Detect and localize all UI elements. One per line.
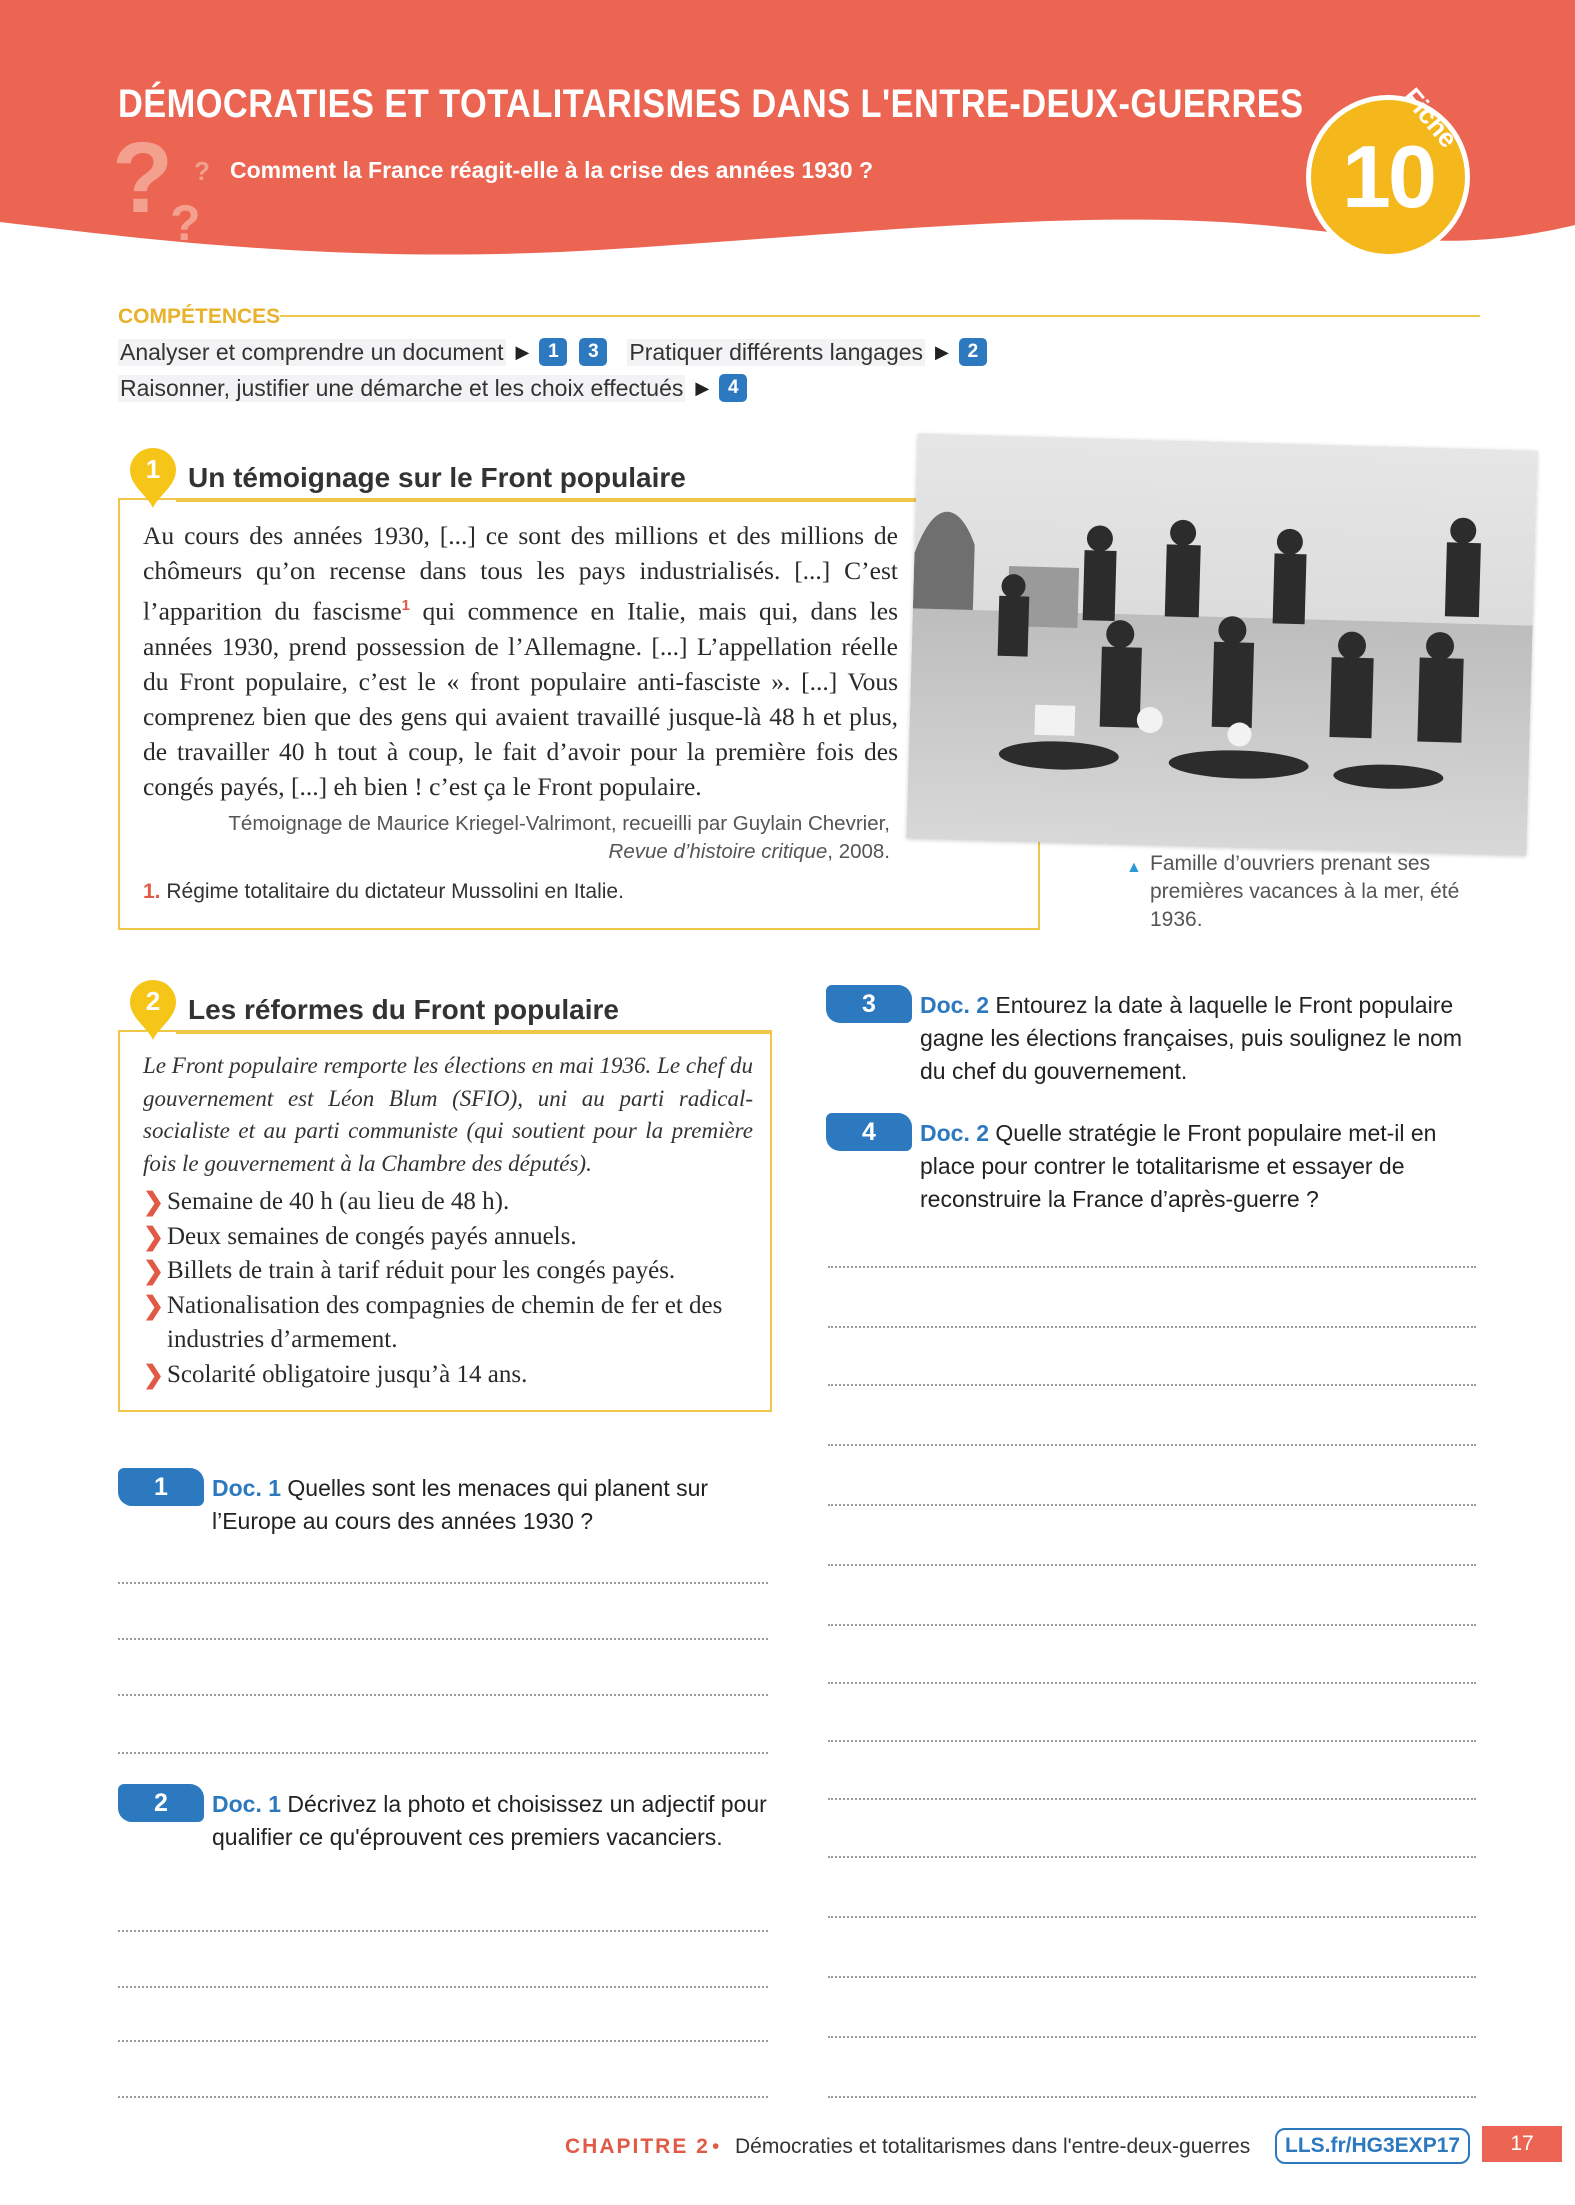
chevron-right-icon: ❯ [143,1188,164,1216]
question-4-tag: 4 [826,1113,912,1151]
list-item: ❯ Nationalisation des compagnies de chemin de fer et des industries d’armement. [143,1289,763,1358]
page-question: Comment la France réagit-elle à la crise des années 1930 ? [230,157,874,183]
doc1-footnote: 1. Régime totalitaire du dictateur Mussolini en Italie. [143,880,624,903]
triangle-up-icon: ▲ [1126,859,1142,876]
footnote-marker: 1 [401,597,411,614]
doc1-source-line1: Témoignage de Maurice Kriegel-Valrimont, recueilli par Guylain Chevrier, [228,812,890,835]
answer-line[interactable] [828,1856,1476,1858]
question-ref-badge: 1 [539,338,567,366]
answer-line[interactable] [828,1384,1476,1386]
question-1-text: Doc. 1 Quelles sont les menaces qui planent sur l’Europe au cours des années 1930 ? [212,1475,709,1534]
arrow-right-icon: ▶ [935,341,949,362]
answer-line[interactable] [828,1976,1476,1978]
fiche-label: Fiche [1397,82,1464,154]
answer-line[interactable] [118,1694,768,1696]
answer-line[interactable] [828,2096,1476,2098]
footer-title: Démocraties et totalitarismes dans l'entre-deux-guerres [735,2135,1251,2158]
answer-line[interactable] [828,2036,1476,2038]
doc2-number: 2 [145,986,161,1016]
chevron-right-icon: ❯ [143,1257,164,1285]
doc1-title-underline [176,500,916,502]
answer-line[interactable] [828,1266,1476,1268]
arrow-right-icon: ▶ [515,341,530,362]
photo-caption: ▲ Famille d’ouvriers prenant ses premières vacances à la mer, été 1936. [1126,852,1460,931]
list-item: ❯ Semaine de 40 h (au lieu de 48 h). [143,1185,763,1220]
list-item: ❯ Scolarité obligatoire jusqu’à 14 ans. [143,1358,763,1393]
doc1-title: Un témoignage sur le Front populaire [188,462,686,493]
question-ref-badge: 4 [719,374,747,402]
competences-title: COMPÉTENCES [118,305,281,328]
footer-separator: • [712,2135,720,2158]
page-title: DÉMOCRATIES ET TOTALITARISMES DANS L'ENTRE-DEUX-GUERRES [118,82,1304,126]
answer-line[interactable] [828,1624,1476,1626]
doc2-number-pin [128,980,178,1042]
page-number: 17 [1482,2126,1562,2162]
chevron-right-icon: ❯ [143,1291,164,1320]
competence-label: Analyser et comprendre un document [120,338,504,365]
doc1-number-pin [128,448,178,510]
answer-line[interactable] [118,2040,768,2042]
answer-line[interactable] [118,1582,768,1584]
doc2-title-underline [176,1032,772,1034]
question-ref-badge: 3 [579,338,607,366]
doc2-title: Les réformes du Front populaire [188,994,619,1025]
competences-row-1 [118,338,999,366]
doc1-source-line2: Revue d’histoire critique, 2008. [608,840,890,863]
answer-line[interactable] [828,1916,1476,1918]
doc2-reform-list [143,1185,763,1392]
question-2-text: Doc. 1 Décrivez la photo et choisissez un adjectif pour qualifier ce qu'éprouvent ces premiers vacanciers. [212,1791,767,1850]
question-3-text: Doc. 2 Entourez la date à laquelle le Front populaire gagne les élections françaises, puis soulignez le nom du chef du gouvernement. [920,992,1463,1084]
answer-line[interactable] [828,1682,1476,1684]
answer-line[interactable] [118,1930,768,1932]
answer-line[interactable] [828,1798,1476,1800]
question-3-tag: 3 [826,985,912,1023]
doc1-testimony-text: Au cours des années 1930, [...] ce sont des millions et des millions de chômeurs qu’on recense dans tous les pays industrialisés. [...] C’est l’apparition du fascisme$^1$ qui commence en Italie, mais qui, dans les années 1930, prend possession de l’Allemagne. [...] L’appellation réelle du Front populaire, c’est le « front populaire anti-fasciste ». [...] Vous comprenez bien que des gens qui avaient travaillé jusque-là 48 h et plus, de travailler 40 h tout à coup, le fait d’avoir pour la première fois des congés payés, [...] eh bien ! c’est ça le Front populaire. [143,521,899,801]
question-4-text: Doc. 2 Quelle stratégie le Front populaire met-il en place pour contrer le totalitarisme et essayer de reconstruire la France d’après-guerre ? [920,1120,1437,1212]
list-item: ❯ Billets de train à tarif réduit pour les congés payés. [143,1254,763,1289]
competences-row-2 [118,374,759,402]
answer-line[interactable] [118,2096,768,2098]
question-ref-badge: 2 [959,338,987,366]
footer-link[interactable]: LLS.fr/HG3EXP17 [1275,2128,1470,2164]
answer-line[interactable] [828,1326,1476,1328]
competence-label: Pratiquer différents langages [629,338,924,365]
beach-family-photo [906,433,1537,855]
question-1-tag: 1 [118,1468,204,1506]
answer-line[interactable] [118,1638,768,1640]
list-item: ❯ Deux semaines de congés payés annuels. [143,1220,763,1255]
competence-label: Raisonner, justifier une démarche et les choix effectués [120,374,684,401]
chevron-right-icon: ❯ [143,1360,164,1389]
doc1-number: 1 [145,454,161,484]
answer-line[interactable] [118,1752,768,1754]
answer-line[interactable] [828,1740,1476,1742]
chevron-right-icon: ❯ [143,1222,164,1251]
answer-line[interactable] [828,1504,1476,1506]
answer-line[interactable] [118,1986,768,1988]
doc2-intro-text: Le Front populaire remporte les élections en mai 1936. Le chef du gouvernement est Léon Blum (SFIO), uni au parti radical-socialiste et au parti communiste (qui soutient pour la première fois le gouvernement à la Chambre des députés). [143,1053,753,1176]
answer-line[interactable] [828,1444,1476,1446]
arrow-right-icon: ▶ [695,377,710,398]
fiche-number: 10 [1342,127,1434,226]
competences-divider [280,315,1480,317]
footer-chapter: CHAPITRE 2 [565,2135,710,2158]
answer-line[interactable] [828,1564,1476,1566]
question-2-tag: 2 [118,1784,204,1822]
